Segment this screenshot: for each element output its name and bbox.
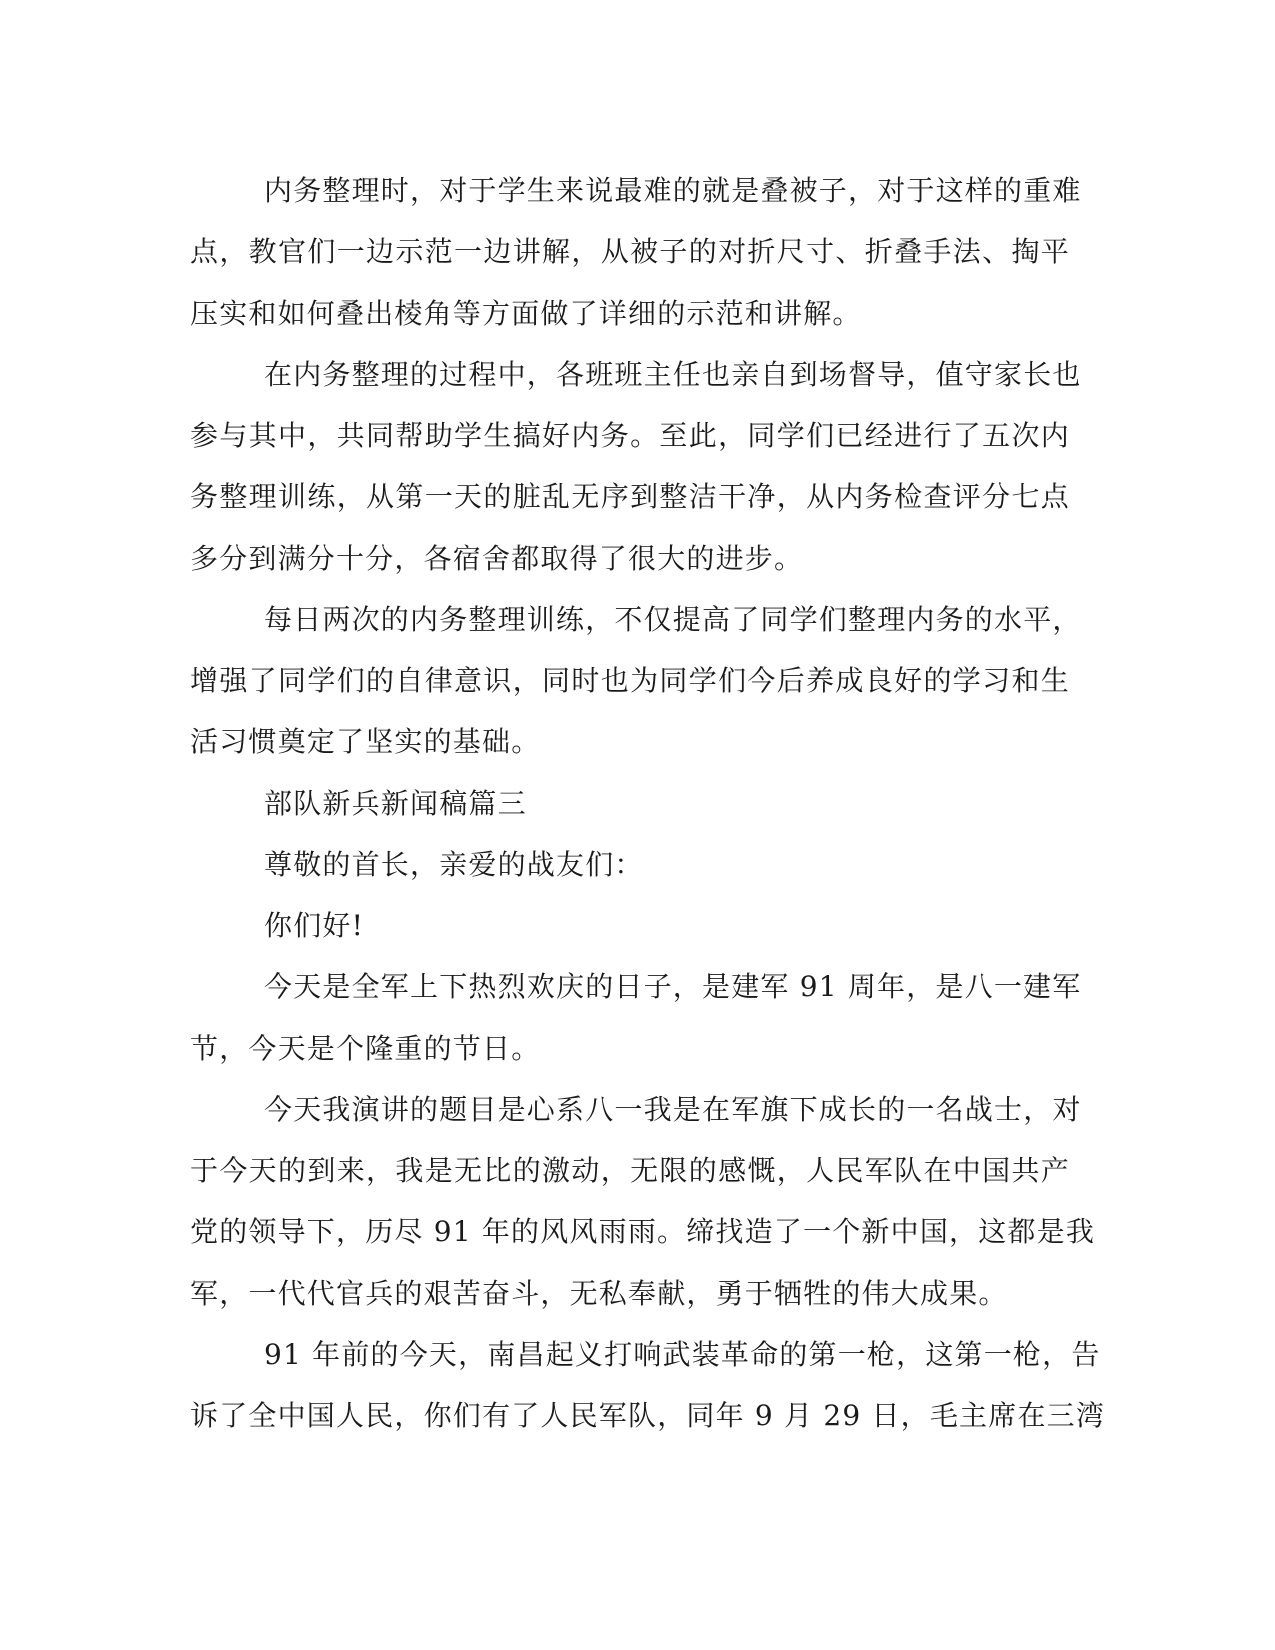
greeting: 你们好! [264, 909, 365, 942]
text-line: 今天是全军上下热烈欢庆的日子，是建军 91 周年，是八一建军 [264, 970, 1082, 1004]
salutation: 尊敬的首长，亲爱的战友们： [264, 847, 644, 881]
text-line: 91 年前的今天，南昌起义打响武装革命的第一枪，这第一枪，告 [264, 1337, 1101, 1371]
text-line: 节，今天是个隆重的节日。 [190, 1031, 541, 1065]
text-line: 活习惯奠定了坚实的基础。 [190, 725, 541, 759]
text-line: 务整理训练，从第一天的脏乱无序到整洁干净，从内务检查评分七点 [190, 480, 1070, 514]
text-line: 内务整理时，对于学生来说最难的就是叠被子，对于这样的重难 [264, 174, 1082, 207]
text-line: 诉了全中国人民，你们有了人民军队，同年 9 月 29 日，毛主席在三湾 [190, 1399, 1106, 1432]
text-line: 党的领导下，历尽 91 年的风风雨雨。缔找造了一个新中国，这都是我 [190, 1215, 1096, 1249]
text-line: 多分到满分十分，各宿舍都取得了很大的进步。 [190, 541, 804, 575]
section-heading: 部队新兵新闻稿篇三 [264, 786, 527, 820]
text-line: 压实和如何叠出棱角等方面做了详细的示范和讲解。 [190, 296, 862, 330]
text-line: 增强了同学们的自律意识，同时也为同学们今后养成良好的学习和生 [190, 664, 1070, 697]
text-line: 于今天的到来，我是无比的激动，无限的感慨，人民军队在中国共产 [190, 1154, 1070, 1187]
text-line: 每日两次的内务整理训练，不仅提高了同学们整理内务的水平， [264, 602, 1082, 636]
text-line: 今天我演讲的题目是心系八一我是在军旗下成长的一名战士，对 [264, 1092, 1082, 1126]
document-body [190, 160, 1106, 1446]
text-line: 参与其中，共同帮助学生搞好内务。至此，同学们已经进行了五次内 [190, 419, 1070, 452]
text-line: 军，一代代官兵的艰苦奋斗，无私奉献，勇于牺牲的伟大成果。 [190, 1276, 1008, 1310]
text-line: 点，教官们一边示范一边讲解，从被子的对折尺寸、折叠手法、掏平 [190, 235, 1070, 269]
text-line: 在内务整理的过程中，各班班主任也亲自到场督导，值守家长也 [264, 357, 1082, 391]
